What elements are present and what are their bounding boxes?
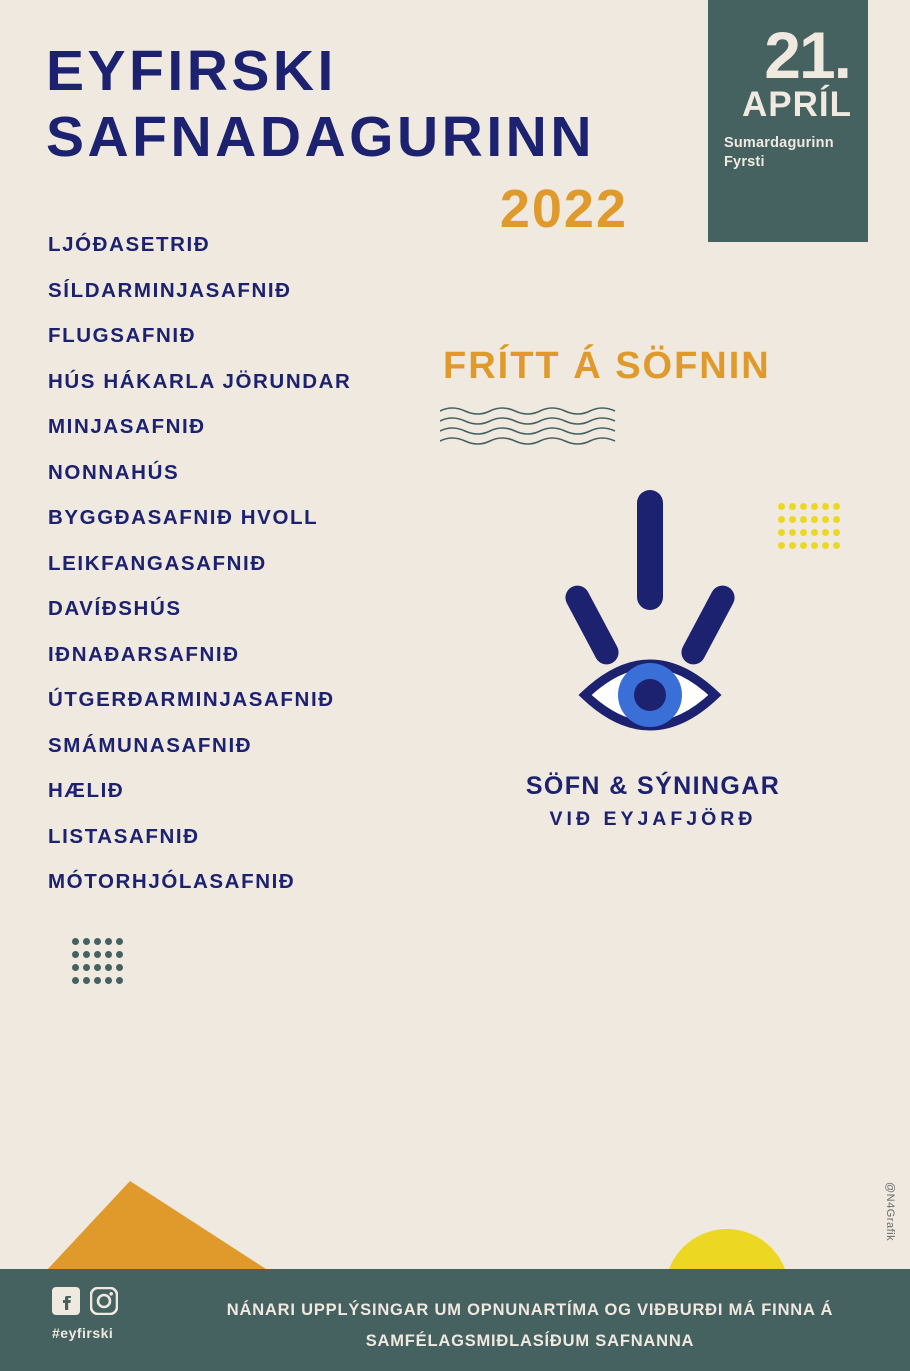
date-subtitle-line1: Sumardagurinn xyxy=(724,135,834,152)
page-title xyxy=(46,38,686,240)
list-item: LEIKFANGASAFNIÐ xyxy=(48,551,267,575)
list-item: IÐNAÐARSAFNIÐ xyxy=(48,642,240,666)
logo-text xyxy=(443,772,863,831)
footer xyxy=(0,1269,910,1371)
instagram-icon[interactable] xyxy=(90,1287,118,1315)
list-item: LJÓÐASETRIÐ xyxy=(48,233,211,256)
museum-list xyxy=(48,222,468,905)
logo-title: SÖFN & SÝNINGAR xyxy=(525,772,781,800)
footer-text xyxy=(180,1295,880,1356)
hashtag-label: #eyfirski xyxy=(52,1325,114,1341)
date-subtitle-line2: Fyrsti xyxy=(724,153,765,170)
date-month: APRÍL xyxy=(742,85,852,125)
date-subtitle xyxy=(724,134,854,170)
date-day: 21. xyxy=(764,18,850,92)
date-badge xyxy=(708,0,868,242)
list-item: NONNAHÚS xyxy=(48,460,180,484)
title-year: 2022 xyxy=(499,179,628,240)
facebook-icon[interactable] xyxy=(52,1287,80,1315)
credit-text: @N4Grafik xyxy=(884,1181,896,1241)
list-item: FLUGSAFNIÐ xyxy=(48,324,197,347)
list-item: DAVÍÐSHÚS xyxy=(48,597,182,620)
social-block xyxy=(52,1287,172,1341)
list-item: ÚTGERÐARMINJASAFNIÐ xyxy=(48,688,335,711)
list-item: MINJASAFNIÐ xyxy=(48,415,206,438)
list-item: LISTASAFNIÐ xyxy=(48,824,200,848)
footer-line-2: SAMFÉLAGSMIÐLASÍÐUM SAFNANNA xyxy=(365,1331,695,1350)
footer-line-1: NÁNARI UPPLÝSINGAR UM OPNUNARTÍMA OG VIÐBURÐI MÁ FINNA Á xyxy=(226,1301,834,1319)
eye-icon xyxy=(555,490,745,735)
free-entry-heading: FRÍTT Á SÖFNIN xyxy=(443,345,771,387)
title-line-1: EYFIRSKI xyxy=(46,39,337,103)
list-item: SÍLDARMINJASAFNIÐ xyxy=(48,278,292,302)
wave-decoration-teal xyxy=(440,405,640,445)
list-item: HÚS HÁKARLA JÖRUNDAR xyxy=(48,369,352,393)
title-line-2: SAFNADAGURINN xyxy=(46,105,595,170)
logo-subtitle: VIÐ EYJAFJÖRÐ xyxy=(549,808,757,830)
list-item: HÆLIÐ xyxy=(48,779,125,802)
list-item: SMÁMUNASAFNIÐ xyxy=(48,733,253,757)
dot-grid-yellow xyxy=(778,500,844,552)
list-item: MÓTORHJÓLASAFNIÐ xyxy=(48,870,296,893)
list-item: BYGGÐASAFNIÐ HVOLL xyxy=(48,506,319,529)
